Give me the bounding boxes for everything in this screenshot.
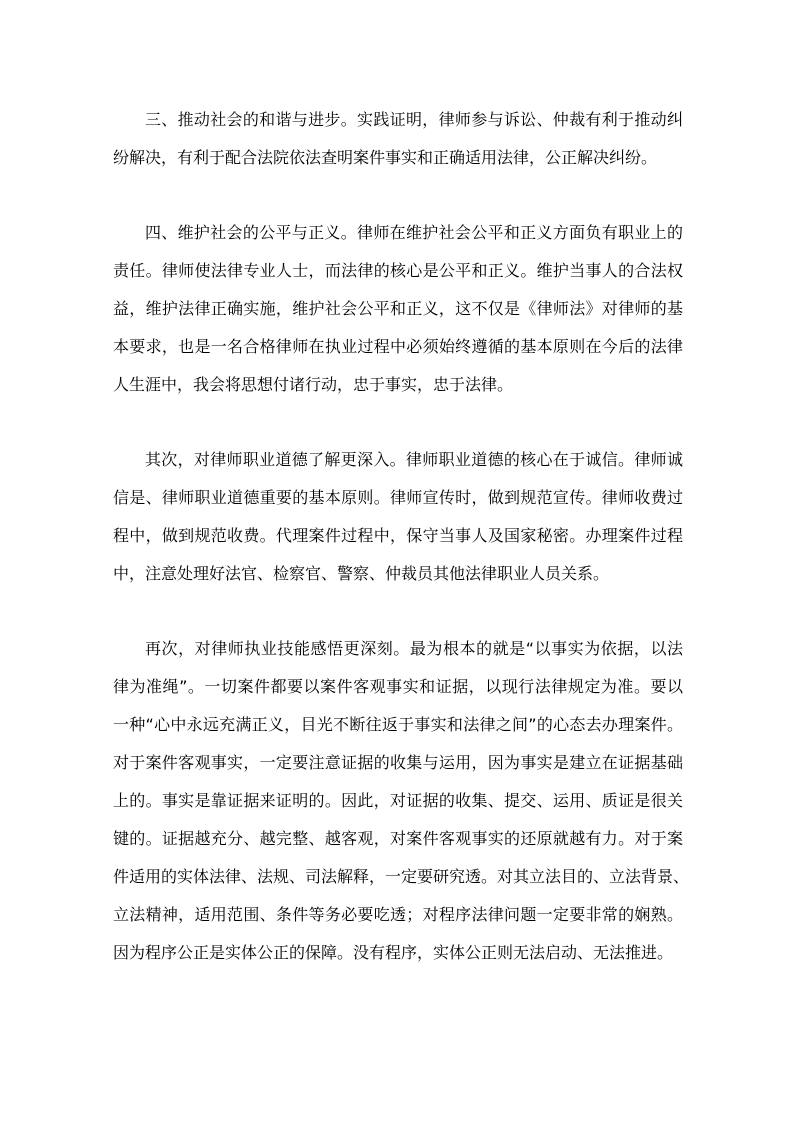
paragraph-practice-skills [113,630,690,972]
text-line: 信是、律师职业道德重要的基本原则。律师宣传时，做到规范宣传。律师收费过 [113,488,683,507]
text-line: 件适用的实体法律、法规、司法解释，一定要研究透。对其立法目的、立法背景、 [113,867,690,886]
text-line: 本要求，也是一名合格律师在执业过程中必须始终遵循的基本原则在今后的法律 [113,337,683,356]
text-line: 中，注意处理好法官、检察官、警察、仲裁员其他法律职业人员关系。 [113,564,610,583]
text-line: 责任。律师使法律专业人士，而法律的核心是公平和正义。维护当事人的合法权 [113,261,683,280]
text-line: 再次，对律师执业技能感悟更深刻。最为根本的就是“以事实为依据，以法 [145,639,683,658]
text-line: 键的。证据越充分、越完整、越客观，对案件客观事实的还原就越有力。对于案 [113,829,683,848]
text-line: 益，维护法律正确实施，维护社会公平和正义，这不仅是《律师法》对律师的基 [113,299,683,318]
text-line: 立法精神，适用范围、条件等务必要吃透；对程序法律问题一定要非常的娴熟。 [113,905,683,924]
paragraph-fairness-justice [113,214,683,404]
text-line: 人生涯中，我会将思想付诸行动，忠于事实，忠于法律。 [113,375,514,394]
text-line: 三、推动社会的和谐与进步。实践证明，律师参与诉讼、仲裁有利于推动纠 [145,110,683,129]
text-line: 上的。事实是靠证据来证明的。因此，对证据的收集、提交、运用、质证是很关 [113,791,683,810]
text-line: 律为准绳”。一切案件都要以案件客观事实和证据，以现行法律规定为准。要以 [113,677,683,696]
paragraph-professional-ethics [113,441,683,593]
text-line: 程中，做到规范收费。代理案件过程中，保守当事人及国家秘密。办理案件过程 [113,526,683,545]
text-line: 纷解决，有利于配合法院依法查明案件事实和正确适用法律，公正解决纠纷。 [113,148,658,167]
text-line: 四、维护社会的公平与正义。律师在维护社会公平和正义方面负有职业上的 [145,223,683,242]
text-line: 一种“心中永远充满正义，目光不断往返于事实和法律之间”的心态去办理案件。 [113,715,683,734]
document-body [113,101,690,972]
text-line: 其次，对律师职业道德了解更深入。律师职业道德的核心在于诚信。律师诚 [145,450,683,469]
text-line: 对于案件客观事实，一定要注意证据的收集与运用，因为事实是建立在证据基础 [113,753,683,772]
text-line: 因为程序公正是实体公正的保障。没有程序，实体公正则无法启动、无法推进。 [113,943,674,962]
paragraph-harmony-progress [113,101,683,177]
